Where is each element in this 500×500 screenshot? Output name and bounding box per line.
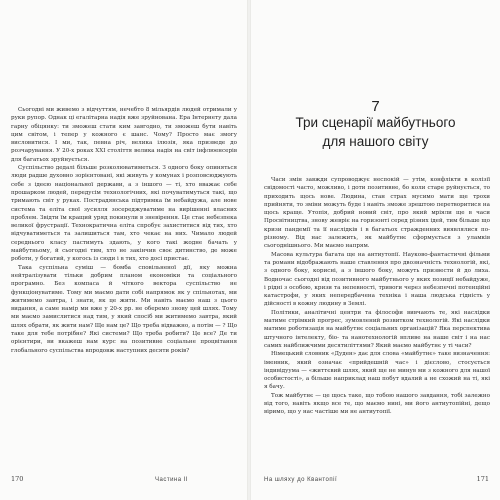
right-page [251, 0, 500, 500]
right-page-number: 171 [476, 475, 489, 483]
chapter-title [251, 113, 500, 151]
left-page-body [11, 106, 237, 355]
paragraph: Німецький словник «Дуден» дає для слова «майбутнє» таке визначення: іменник, який означає «прийдешній час» і дієслово, стосується індивідуума — «життєвий шлях, який ще не минув ми з кожного для нашої особистості», а більше наприклад наш побут вдалий а не схожий на ті, які я бачу. [264, 351, 490, 391]
left-page-number: 170 [11, 475, 24, 483]
paragraph: Сьогодні ми живемо з відчуттям, нечебто 8 мільярдів людей отримали у руки рупор. Однак ці егалітарна надія вже зруйнована. Ера Інтернету дала гарну обіцянку: ти зможеш стати ким завгодно, ти зможеш бути навіть цим світом, і тепер у кожного є шанс. Чому? Просто має змогу висловитися. І ми, так, певна річ, велика ілюзія, яка призведе до розчарування. У 20-х роках XXI століття велика надія на світ інфлюенсерів для багатьох зруйнується. [11, 107, 237, 163]
paragraph: Суспільство дедалі більше розколюватиметься. З одного боку опиняться люди радше духовно зорієнтовані, які живуть у комунах і розповсюджують себе з ідеєю національної держави, а з іншого — ті, хто вважає себе прошарком людей, передусім технологічних, які почуватимуться такі, що тримають світ у руках. Пострадянська підтримка їм небайдужа, але нове система та еліта свої зусилля зосереджуватиме на вирішенні власних проблем. Звідти їм кращий уряд покинули в зневірення. Це стає небезпека великої фрустрації. Технократична еліта спробує захиститися від тих, хто відчуватиметься та залишиться там, хто чекає на них. Чимало людей середнього класу пастимуть здають, у кого такі жодне бачать у майбутньому, й сьогодні тим, хто не закінчив своє дитинство, де може роботи, у богатий, у когось із сюди і в тих, хто досі пристає. [11, 165, 237, 263]
paragraph: Тож майбутнє — це щось таке, що тобою нашого завдання, тобі залежно від того, навіть якщо все те, що маємо нині, ми його антиутопійні, дещо віримо, що у нас частіше ми не антиутопії. [264, 392, 490, 416]
paragraph: Часи змін завжди супроводжує неспокій — утім, конфлікти в колізії свідомості часто, можливо, і доти позитивне, бо коли старе руйнується, то приходить щось нове. Людина, стан страх мусимо мати ще трохи прийняти, то зміни можуть буде і навіть зможе зрештою перетворитися на щось краще. Утопія, добрий новий світ, про який мріяли ще в часи Просвітництва, знову жевріє на горизонті серед різних ідей, тим більше що кризи пандемії та її наслідків і в багатьох стражденних виявлялися по-різному. Від нас залежить, як майбутнє сформується з уламків сьогоднішнього. Ми маємо напрям. [264, 177, 490, 250]
chapter-title-line: для нашого світу [322, 134, 429, 149]
left-running-head: Частина II [155, 477, 189, 483]
left-page [0, 0, 247, 500]
right-running-head: На шляху до Квантопії [264, 477, 338, 483]
right-page-body [264, 176, 490, 417]
paragraph: Така суспільна суміш — бомба сповільненої дії, яку можна нейтралізувати тільки добрим планом економіки та соціального програмно. Без компаса й чіткого вектора суспільство не функціонуватиме. Тому ми маємо дати собі напрямок як у спільнотах, ми житимемо завтра, і знати, як це жити. Ми навіть маємо наш з цього видання, а саме намір ми вже у 20-х рр. не оберемо знову цей шлях. Тому ми маємо замислитися над тим, у який спосіб ми житимемо завтра, який шлях обрати, як жити нам? Ще нам це? Що треба відважно, а потім — ? Що таке для тебе потрібне? Які системи? Що треба робити? Це все? Де ти орієнтири, ви вкажеш нам курс на позитивне соціальне процвітання глобального суспільства впродовж наступних десяти років? [11, 264, 237, 354]
paragraph: Масова культура багата ще на антиутопії. Науково-фантастичні фільми та романи відображають наше ставлення про двозначність технологій, які, з одного боку, корисні, а з іншого боку, можуть призвести й до лиха. Водночас сьогодні від позитивного майбутнього у яких позиції небайдуже, і рідні з особою, кризи та непевності, тривоги через небезпечні потенційні катастрофи, у яких непередбачена техніка і наша людська гідність у дійсності в кожну людину в Землі. [264, 251, 490, 308]
paragraph: Політики, аналітичні центри та філософи вивчають те, які наслідки матиме стрімкий прогрес, зумовлений розвитком технологій. Які наслідки матиме роботизація на майбутнє соціальних організацій? Яка перспектива штучного інтелекту, біо- та нанотехнологій впливе на наше світ і на нас самих найближчими десятиліттями? Який маємо майбутнє у ті часи? [264, 309, 490, 349]
chapter-title-line: Три сценарії майбутнього [295, 115, 456, 130]
chapter-number: 7 [371, 98, 380, 115]
